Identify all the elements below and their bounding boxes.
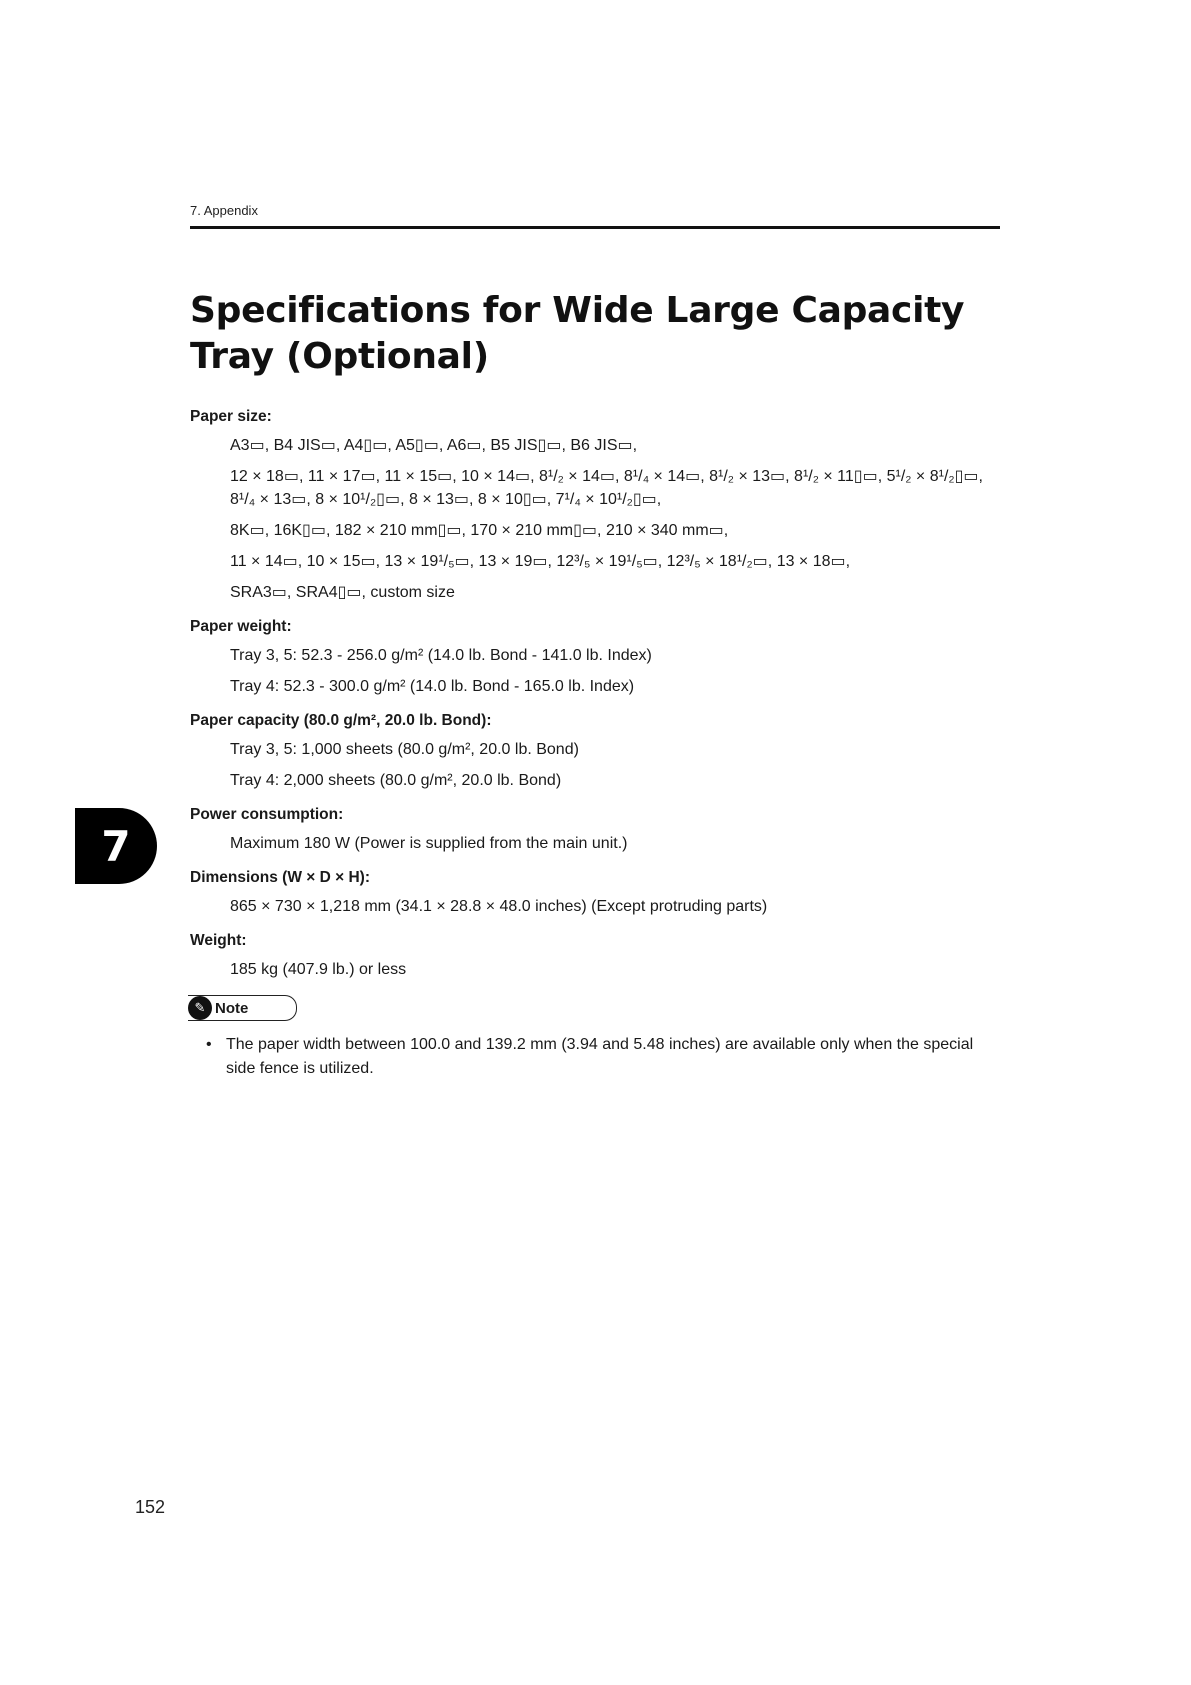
paper-weight-line: Tray 4: 52.3 - 300.0 g/m² (14.0 lb. Bond - 165.0 lb. Index) [230, 678, 635, 695]
paper-weight-label: Paper weight: [190, 618, 292, 635]
paper-size-label: Paper size: [190, 408, 272, 425]
note-item: • The paper width between 100.0 and 139.2 mm (3.94 and 5.48 inches) are available only when the special side fence is utilized. [206, 1033, 1006, 1081]
power-consumption-label: Power consumption: [190, 806, 344, 823]
running-header: 7. Appendix [190, 203, 258, 218]
chapter-tab: 7 [75, 808, 157, 884]
power-consumption-line: Maximum 180 W (Power is supplied from the main unit.) [230, 835, 628, 852]
page-number: 152 [135, 1497, 166, 1517]
paper-weight-line: Tray 3, 5: 52.3 - 256.0 g/m² (14.0 lb. Bond - 141.0 lb. Index) [230, 647, 652, 664]
dimensions-label: Dimensions (W × D × H): [190, 869, 370, 886]
paper-size-line: 8K▭, 16K▯▭, 182 × 210 mm▯▭, 170 × 210 mm▯▭, 210 × 340 mm▭, [230, 522, 729, 539]
note-icon: ✎ [188, 996, 212, 1020]
spec-list [190, 406, 990, 1081]
note-badge [188, 995, 297, 1021]
paper-size-line: 12 × 18▭, 11 × 17▭, 11 × 15▭, 10 × 14▭, 8¹/₂ × 14▭, 8¹/₄ × 14▭, 8¹/₂ × 13▭, 8¹/₂ × 11▯▭, 5¹/₂ × 8¹/₂▯▭, 8¹/₄ × 13▭, 8 × 10¹/₂▯▭, 8 × 13▭, 8 × 10▯▭, 7¹/₄ × 10¹/₂▯▭, [230, 468, 983, 508]
header-rule [190, 226, 1000, 229]
paper-capacity-line: Tray 4: 2,000 sheets (80.0 g/m², 20.0 lb. Bond) [230, 772, 562, 789]
paper-size-line: SRA3▭, SRA4▯▭, custom size [230, 584, 455, 601]
paper-capacity-line: Tray 3, 5: 1,000 sheets (80.0 g/m², 20.0 lb. Bond) [230, 741, 579, 758]
page-title: Specifications for Wide Large Capacity Tray (Optional) [190, 290, 965, 377]
note-label: Note [215, 999, 249, 1017]
paper-capacity-label: Paper capacity (80.0 g/m², 20.0 lb. Bond): [190, 712, 492, 729]
paper-size-line: 11 × 14▭, 10 × 15▭, 13 × 19¹/₅▭, 13 × 19▭, 12³/₅ × 19¹/₅▭, 12³/₅ × 18¹/₂▭, 13 × 18▭, [230, 553, 851, 570]
weight-line: 185 kg (407.9 lb.) or less [230, 961, 407, 978]
paper-size-line: A3▭, B4 JIS▭, A4▯▭, A5▯▭, A6▭, B5 JIS▯▭, B6 JIS▭, [230, 437, 638, 454]
weight-label: Weight: [190, 932, 247, 949]
note-list [206, 1033, 990, 1081]
dimensions-line: 865 × 730 × 1,218 mm (34.1 × 28.8 × 48.0 inches) (Except protruding parts) [230, 898, 768, 915]
